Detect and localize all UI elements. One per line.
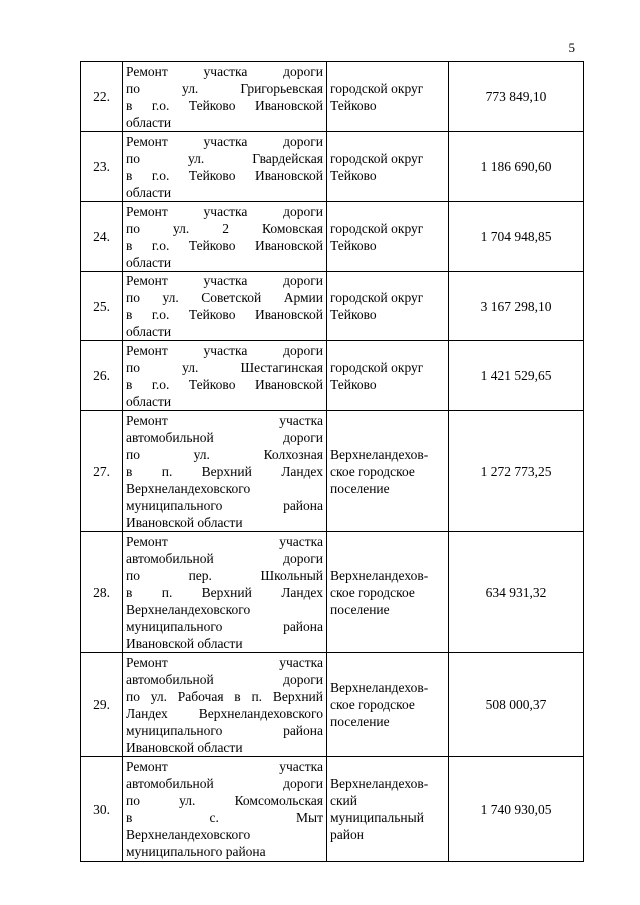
municipality-line: Тейково	[330, 307, 377, 322]
municipality-line: ское городское	[330, 463, 415, 479]
page-number: 5	[568, 40, 575, 55]
municipality	[327, 272, 449, 341]
amount: 1 421 529,65	[449, 341, 584, 411]
municipality	[327, 62, 449, 132]
description-line: по ул. 2 Комовская	[126, 220, 323, 236]
description-line: в с. Мыт	[126, 810, 323, 825]
description-line: муниципального района	[126, 497, 323, 513]
description-line: муниципального района	[126, 618, 323, 634]
municipality-line: городской округ	[330, 150, 424, 166]
work-description	[123, 62, 327, 132]
row-number: 23.	[81, 132, 123, 202]
description-line: в п. Верхний Ландех	[126, 584, 323, 600]
description-line: в г.о. Тейково Ивановской	[126, 167, 323, 183]
municipality-line: ский	[330, 793, 357, 808]
table-row	[81, 532, 584, 653]
work-description	[123, 202, 327, 272]
row-number: 29.	[81, 653, 123, 757]
table-row	[81, 341, 584, 411]
municipality-line: Тейково	[330, 167, 377, 183]
description-line: Ремонт участка дороги	[126, 342, 323, 358]
table-body	[81, 62, 584, 862]
description-line: Ивановской области	[126, 514, 243, 530]
table-row	[81, 202, 584, 272]
municipality-line: поселение	[330, 601, 390, 617]
description-line: по ул. Григорьевская	[126, 80, 323, 96]
municipality	[327, 132, 449, 202]
description-line: Верхнеландеховского	[126, 480, 251, 496]
work-description	[123, 411, 327, 532]
description-line: по ул. Гвардейская	[126, 150, 323, 166]
municipality	[327, 202, 449, 272]
row-number: 27.	[81, 411, 123, 532]
amount: 3 167 298,10	[449, 272, 584, 341]
work-description	[123, 341, 327, 411]
municipality-line: Верхнеландехов-	[330, 680, 429, 695]
description-line: области	[126, 114, 172, 130]
description-line: по ул. Советской Армии	[126, 290, 323, 305]
description-line: муниципального района	[126, 722, 323, 738]
description-line: по ул. Колхозная	[126, 446, 323, 462]
description-line: в г.о. Тейково Ивановской	[126, 376, 323, 392]
description-line: Верхнеландеховского	[126, 601, 251, 617]
municipality-line: Верхнеландехов-	[330, 446, 429, 462]
municipality-line: Тейково	[330, 237, 377, 253]
amount: 1 740 930,05	[449, 757, 584, 862]
description-line: по ул. Шестагинская	[126, 359, 323, 375]
description-line: Ремонт участка дороги	[126, 133, 323, 149]
municipality-line: Верхнеландехов-	[330, 776, 429, 791]
row-number: 26.	[81, 341, 123, 411]
description-line: автомобильной дороги	[126, 671, 323, 687]
description-line: Ремонт участка	[126, 533, 323, 549]
description-line: автомобильной дороги	[126, 429, 323, 445]
row-number: 28.	[81, 532, 123, 653]
description-line: области	[126, 324, 172, 339]
row-number: 30.	[81, 757, 123, 862]
description-line: Ремонт участка	[126, 654, 323, 670]
description-line: в г.о. Тейково Ивановской	[126, 307, 323, 322]
municipality-line: Тейково	[330, 376, 377, 392]
table-row	[81, 62, 584, 132]
description-line: Ивановской области	[126, 739, 243, 755]
municipality-line: Тейково	[330, 97, 377, 113]
municipality-line: поселение	[330, 480, 390, 496]
municipality-line: ское городское	[330, 584, 415, 600]
work-description	[123, 272, 327, 341]
municipality	[327, 411, 449, 532]
description-line: автомобильной дороги	[126, 776, 323, 791]
municipality-line: ское городское	[330, 697, 415, 712]
description-line: Ремонт участка	[126, 412, 323, 428]
amount: 634 931,32	[449, 532, 584, 653]
description-line: области	[126, 184, 172, 200]
amount: 1 272 773,25	[449, 411, 584, 532]
description-line: Ремонт участка дороги	[126, 203, 323, 219]
work-description	[123, 532, 327, 653]
description-line: Ландех Верхнеландеховского	[126, 705, 323, 721]
description-line: по ул. Комсомольская	[126, 793, 323, 808]
description-line: в п. Верхний Ландех	[126, 463, 323, 479]
municipality	[327, 653, 449, 757]
municipality-line: Верхнеландехов-	[330, 567, 429, 583]
row-number: 22.	[81, 62, 123, 132]
amount: 773 849,10	[449, 62, 584, 132]
table-row	[81, 411, 584, 532]
municipality	[327, 757, 449, 862]
description-line: по ул. Рабочая в п. Верхний	[126, 688, 323, 704]
description-line: в г.о. Тейково Ивановской	[126, 97, 323, 113]
municipality-line: городской округ	[330, 220, 424, 236]
municipality	[327, 341, 449, 411]
description-line: области	[126, 393, 172, 409]
amount: 508 000,37	[449, 653, 584, 757]
municipality-line: поселение	[330, 714, 390, 729]
amount: 1 186 690,60	[449, 132, 584, 202]
description-line: муниципального района	[126, 844, 266, 859]
municipality-line: городской округ	[330, 80, 424, 96]
description-line: области	[126, 254, 172, 270]
description-line: автомобильной дороги	[126, 550, 323, 566]
municipality-line: муниципальный	[330, 810, 424, 825]
description-line: Ремонт участка дороги	[126, 63, 323, 79]
row-number: 25.	[81, 272, 123, 341]
description-line: Верхнеландеховского	[126, 827, 251, 842]
description-line: в г.о. Тейково Ивановской	[126, 237, 323, 253]
municipality-line: городской округ	[330, 290, 424, 305]
municipality	[327, 532, 449, 653]
description-line: по пер. Школьный	[126, 567, 323, 583]
work-description	[123, 132, 327, 202]
description-line: Ивановской области	[126, 635, 243, 651]
work-description	[123, 757, 327, 862]
amount: 1 704 948,85	[449, 202, 584, 272]
description-line: Ремонт участка дороги	[126, 273, 323, 288]
table-row	[81, 653, 584, 757]
municipality-line: городской округ	[330, 359, 424, 375]
table-row	[81, 272, 584, 341]
table-row	[81, 757, 584, 862]
row-number: 24.	[81, 202, 123, 272]
work-description	[123, 653, 327, 757]
table-row	[81, 132, 584, 202]
description-line: Ремонт участка	[126, 759, 323, 774]
municipality-line: район	[330, 827, 364, 842]
projects-table	[80, 61, 584, 862]
